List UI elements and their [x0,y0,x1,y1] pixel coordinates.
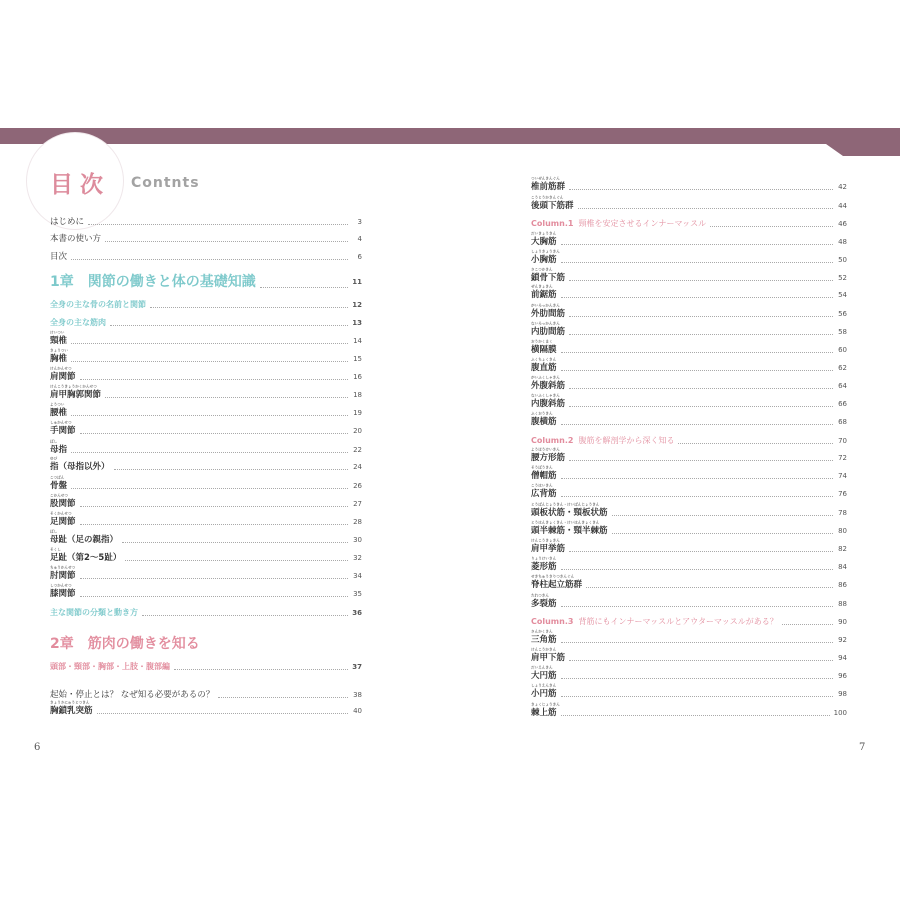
toc-entry-page: 54 [838,291,847,299]
page-title: 目次 [50,172,110,198]
toc-entry-page: 11 [352,278,362,286]
dot-leader [782,623,833,625]
toc-entry-label: 全身の主な骨の名前と関節 [50,300,146,309]
toc-entry-page: 18 [353,391,362,399]
toc-entry-label: 小胸筋 しょうきょうきん [531,249,560,265]
toc-entry-label [531,436,674,446]
toc-entry-label: 起始・停止とは？ なぜ知る必要があるの？ [50,690,215,700]
furigana: ないふくしゃきん [531,393,560,398]
furigana: けんこうかきん [531,647,557,652]
toc-entry[interactable] [531,176,847,192]
furigana: そうぼうきん [531,465,553,470]
toc-entry[interactable] [50,636,362,652]
dot-leader [569,315,833,317]
toc-entry[interactable] [50,318,362,328]
toc-entry[interactable] [531,303,847,319]
dot-leader [561,714,830,716]
toc-entry[interactable] [531,683,847,699]
furigana: けんこうきょうかくかんせつ [50,384,97,389]
toc-entry-page: 52 [838,274,847,282]
toc-entry-page: 6 [357,253,362,261]
toc-entry-label: 肩甲挙筋 けんこうきょきん [531,538,566,554]
dot-leader [569,550,833,552]
furigana: こうとうかきんぐん [531,195,564,200]
furigana: とうはんきょくきん・けいはんきょくきん [531,520,600,525]
dot-leader [561,351,833,353]
dot-leader [71,360,348,362]
toc-entry[interactable] [531,617,847,627]
toc-entry-label: 1章 関節の働きと体の基礎知識 [50,274,256,290]
toc-entry-label: 大円筋 だいえんきん [531,665,557,681]
dot-leader [561,605,833,607]
toc-entry-page: 60 [838,346,847,354]
toc-entry-page: 40 [353,707,362,715]
toc-entry-page: 68 [838,418,847,426]
dot-leader [71,487,348,489]
toc-entry[interactable] [50,493,362,509]
toc-entry[interactable] [50,439,362,455]
toc-entry-label: 腹横筋 ふくおうきん [531,411,557,427]
toc-entry[interactable] [50,402,362,418]
page-number-left: 6 [34,742,41,753]
toc-entry-label: 菱形筋 りょうけいきん [531,556,557,572]
toc-entry[interactable] [531,665,847,681]
dot-leader [142,614,348,616]
toc-entry-page: 62 [838,364,847,372]
furigana: けんこうきょきん [531,538,560,543]
toc-entry-page: 58 [838,328,847,336]
toc-entry-label: 本書の使い方 [50,234,102,244]
toc-entry[interactable] [531,629,847,645]
toc-entry[interactable] [531,375,847,391]
column-title: 背筋にもインナーマッスルとアウターマッスルがある？ [578,617,778,626]
dot-leader [678,442,833,444]
toc-entry-label: 脊柱起立筋群 せきちゅうきりつきんぐん [531,574,583,590]
furigana: がいろっかんきん [531,303,560,308]
toc-entry[interactable] [50,234,362,244]
toc-entry-label: 椎前筋群 ついぜんきんぐん [531,176,566,192]
toc-entry-label: 肘関節 ちゅうかんせつ [50,565,76,581]
toc-entry-label: 胸鎖乳突筋 きょうさにゅうとつきん [50,700,93,716]
toc-entry-label: 主な関節の分類と動き方 [50,608,138,617]
toc-entry-page: 94 [838,654,847,662]
furigana: せきちゅうきりつきんぐん [531,574,575,579]
furigana: ぜんきょきん [531,284,553,289]
furigana: おうかくまく [531,339,553,344]
toc-entry[interactable] [50,384,362,400]
toc-entry-label: 腰方形筋 ようほうけいきん [531,447,566,463]
toc-entry[interactable] [50,274,362,290]
toc-entry[interactable] [531,249,847,265]
furigana: こつばん [50,475,65,480]
toc-entry[interactable] [531,502,847,518]
column-number: Column.3 [531,617,574,626]
toc-entry-page: 19 [353,409,362,417]
toc-entry-page: 86 [838,581,847,589]
toc-entry-page: 20 [353,427,362,435]
toc-entry-label: 三角筋 さんかくきん [531,629,557,645]
toc-entry-label [531,617,778,627]
dot-leader [561,369,833,371]
dot-leader [569,459,833,461]
toc-entry-page: 27 [353,500,362,508]
dot-leader [71,451,348,453]
dot-leader [561,296,833,298]
toc-entry-label: 肩関節 けんかんせつ [50,366,76,382]
furigana: こかんせつ [50,493,68,498]
toc-entry-page: 50 [838,256,847,264]
toc-entry-page: 72 [838,454,847,462]
toc-entry-label: 母指 ぼし [50,439,68,455]
toc-entry[interactable] [531,483,847,499]
furigana: ようつい [50,402,65,407]
dot-leader [80,523,348,525]
toc-entry[interactable] [531,195,847,211]
dot-leader [174,668,348,670]
toc-entry-page: 82 [838,545,847,553]
dot-leader [218,696,348,698]
dot-leader [71,414,348,416]
toc-entry-page: 76 [838,490,847,498]
toc-entry-label: はじめに [50,217,85,227]
toc-entry-page: 28 [353,518,362,526]
dot-leader [80,595,348,597]
toc-entry[interactable] [50,348,362,364]
column-number: Column.1 [531,219,574,228]
dot-leader [569,387,833,389]
dot-leader [80,432,348,434]
toc-entry-page: 36 [352,609,362,617]
toc-entry-label: 頭部・頸部・胸部・上肢・腹部編 [50,662,170,671]
furigana: きょうつい [50,348,68,353]
toc-entry-label: 外肋間筋 がいろっかんきん [531,303,566,319]
toc-entry-label: 母趾（足の親指） ぼし [50,529,119,545]
dot-leader [71,258,348,260]
toc-entry[interactable] [531,267,847,283]
toc-entry-label: 骨盤 こつばん [50,475,68,491]
toc-entry-label: 膝関節 しつかんせつ [50,583,76,599]
toc-entry[interactable] [531,436,847,446]
toc-entry-page: 15 [353,355,362,363]
toc-entry-page: 78 [838,509,847,517]
toc-entry-label: 腰椎 ようつい [50,402,68,418]
toc-entry-label: 小円筋 しょうえんきん [531,683,557,699]
toc-entry[interactable] [50,547,362,563]
toc-entry-label: 頭板状筋・頸板状筋 とうばんじょうきん・けいばんじょうきん [531,502,608,518]
toc-entry-label: 指（母指以外） ゆび [50,456,110,472]
toc-entry-page: 32 [353,554,362,562]
furigana: だいえんきん [531,665,553,670]
toc-entry-page: 88 [838,600,847,608]
toc-entry-page: 44 [838,202,847,210]
dot-leader [586,586,833,588]
toc-entry-label: 僧帽筋 そうぼうきん [531,465,557,481]
furigana: そくし [50,547,61,552]
toc-entry[interactable] [50,217,362,227]
furigana: たれつきん [531,593,549,598]
toc-entry-label: 外腹斜筋 がいふくしゃきん [531,375,566,391]
toc-entry[interactable] [50,529,362,545]
toc-entry-page: 37 [352,663,362,671]
dot-leader [150,306,348,308]
dot-leader [122,541,348,543]
toc-entry[interactable] [50,690,362,700]
toc-entry[interactable] [531,574,847,590]
furigana: けんかんせつ [50,366,72,371]
dot-leader [80,378,348,380]
furigana: しつかんせつ [50,583,72,588]
toc-entry[interactable] [50,252,362,262]
toc-entry-page: 100 [833,709,847,717]
dot-leader [561,677,833,679]
toc-entry[interactable] [531,538,847,554]
toc-entry-page: 74 [838,472,847,480]
toc-entry-label: 前鋸筋 ぜんきょきん [531,284,557,300]
dot-leader [80,505,348,507]
dot-leader [569,405,833,407]
furigana: ないろっかんきん [531,321,560,326]
furigana: けいつい [50,330,65,335]
column-number: Column.2 [531,436,574,445]
toc-entry[interactable] [531,219,847,229]
toc-entry-label: 後頭下筋群 こうとうかきんぐん [531,195,574,211]
toc-entry-label: 目次 [50,252,68,262]
toc-entry[interactable] [50,366,362,382]
toc-entry-label: 内肋間筋 ないろっかんきん [531,321,566,337]
furigana: さんかくきん [531,629,553,634]
page-number-right: 7 [859,742,866,753]
toc-entry-label: 頭半棘筋・頸半棘筋 とうはんきょくきん・けいはんきょくきん [531,520,608,536]
furigana: とうばんじょうきん・けいばんじょうきん [531,502,600,507]
toc-entry-label: 内腹斜筋 ないふくしゃきん [531,393,566,409]
toc-entry[interactable] [531,520,847,536]
toc-entry-page: 90 [838,618,847,626]
furigana: しょうきょうきん [531,249,560,254]
furigana: だいきょうきん [531,231,557,236]
toc-entry-label: 大胸筋 だいきょうきん [531,231,557,247]
toc-entry-page: 98 [838,690,847,698]
dot-leader [569,333,833,335]
toc-entry[interactable] [531,447,847,463]
dot-leader [105,240,348,242]
toc-entry[interactable] [531,321,847,337]
furigana: こうはいきん [531,483,553,488]
toc-entry-page: 48 [838,238,847,246]
toc-entry[interactable] [50,420,362,436]
toc-entry-label: 腹直筋 ふくちょくきん [531,357,557,373]
furigana: がいふくしゃきん [531,375,560,380]
toc-entry-page: 56 [838,310,847,318]
page-subtitle: Contnts [131,175,200,191]
toc-entry-page: 46 [838,220,847,228]
toc-entry-page: 30 [353,536,362,544]
toc-entry-label: 胸椎 きょうつい [50,348,68,364]
toc-entry-page: 70 [838,437,847,445]
dot-leader [260,286,348,288]
toc-entry-page: 92 [838,636,847,644]
toc-entry-page: 42 [838,183,847,191]
dot-leader [569,279,833,281]
toc-entry[interactable] [50,700,362,716]
toc-entry-label: 横隔膜 おうかくまく [531,339,557,355]
toc-entry-page: 26 [353,482,362,490]
toc-entry-page: 16 [353,373,362,381]
toc-entry-page: 24 [353,463,362,471]
furigana: ついぜんきんぐん [531,176,560,181]
furigana: ぼし [50,529,58,534]
toc-entry[interactable] [531,339,847,355]
header-band [0,128,900,156]
toc-entry[interactable] [50,511,362,527]
toc-entry-label: 2章 筋肉の働きを知る [50,636,200,652]
toc-entry-label: 棘上筋 きょくじょうきん [531,702,560,718]
toc-entry-page: 38 [353,691,362,699]
toc-entry-page: 22 [353,446,362,454]
dot-leader [561,495,833,497]
toc-entry[interactable] [531,556,847,572]
dot-leader [97,712,348,714]
dot-leader [561,641,833,643]
dot-leader [561,568,833,570]
toc-entry-page: 80 [838,527,847,535]
toc-entry-page: 66 [838,400,847,408]
dot-leader [88,223,348,225]
dot-leader [569,659,833,661]
toc-entry-page: 3 [357,218,362,226]
toc-entry-label: 全身の主な筋肉 [50,318,106,327]
dot-leader [114,468,348,470]
toc-entry-label: 足趾（第2〜5趾） そくし [50,547,122,563]
toc-entry-page: 34 [353,572,362,580]
toc-entry[interactable] [531,357,847,373]
toc-entry-label: 多裂筋 たれつきん [531,593,557,609]
toc-entry-page: 14 [353,337,362,345]
toc-entry-label: 手関節 しゅかんせつ [50,420,76,436]
toc-entry-page: 35 [353,590,362,598]
toc-entry-page: 12 [352,301,362,309]
toc-entry[interactable] [531,702,847,718]
toc-entry[interactable] [50,662,362,672]
toc-entry[interactable] [531,231,847,247]
furigana: さこつかきん [531,267,553,272]
furigana: ゆび [50,456,58,461]
dot-leader [710,225,833,227]
toc-entry[interactable] [531,284,847,300]
dot-leader [578,207,833,209]
furigana: きょうさにゅうとつきん [50,700,90,705]
furigana: ふくちょくきん [531,357,557,362]
toc-entry-page: 96 [838,672,847,680]
furigana: きょくじょうきん [531,702,560,707]
dot-leader [561,477,833,479]
dot-leader [569,188,833,190]
toc-entry[interactable] [50,565,362,581]
toc-entry[interactable] [531,647,847,663]
toc-entry[interactable] [531,411,847,427]
column-title: 腹筋を解剖学から深く知る [578,436,675,445]
dot-leader [80,577,348,579]
toc-entry-page: 4 [357,235,362,243]
furigana: りょうけいきん [531,556,557,561]
toc-entry-page: 84 [838,563,847,571]
toc-entry-label: 頸椎 けいつい [50,330,68,346]
toc-entry-page: 13 [352,319,362,327]
toc-entry[interactable] [531,593,847,609]
dot-leader [561,423,833,425]
dot-leader [561,261,833,263]
toc-entry[interactable] [531,465,847,481]
furigana: しょうえんきん [531,683,557,688]
toc-entry-label [531,219,706,229]
dot-leader [561,695,833,697]
dot-leader [125,559,348,561]
toc-entry[interactable] [50,300,362,310]
dot-leader [612,514,833,516]
toc-entry[interactable] [50,583,362,599]
furigana: ぼし [50,439,58,444]
furigana: ようほうけいきん [531,447,560,452]
dot-leader [105,396,348,398]
furigana: ちゅうかんせつ [50,565,76,570]
furigana: そくかんせつ [50,511,72,516]
column-title: 頸椎を安定させるインナーマッスル [578,219,707,228]
toc-entry[interactable] [50,456,362,472]
toc-entry-label: 広背筋 こうはいきん [531,483,557,499]
dot-leader [71,342,348,344]
toc-entry-label: 肩甲下筋 けんこうかきん [531,647,566,663]
furigana: しゅかんせつ [50,420,72,425]
toc-entry-page: 64 [838,382,847,390]
dot-leader [110,324,348,326]
toc-entry-label: 足関節 そくかんせつ [50,511,76,527]
toc-entry-label: 鎖骨下筋 さこつかきん [531,267,566,283]
furigana: ふくおうきん [531,411,553,416]
toc-entry-label: 股関節 こかんせつ [50,493,76,509]
toc-entry[interactable] [50,475,362,491]
toc-entry[interactable] [531,393,847,409]
dot-leader [561,243,833,245]
toc-entry-label: 肩甲胸郭関節 けんこうきょうかくかんせつ [50,384,102,400]
toc-entry[interactable] [50,608,362,618]
toc-entry[interactable] [50,330,362,346]
dot-leader [612,532,833,534]
